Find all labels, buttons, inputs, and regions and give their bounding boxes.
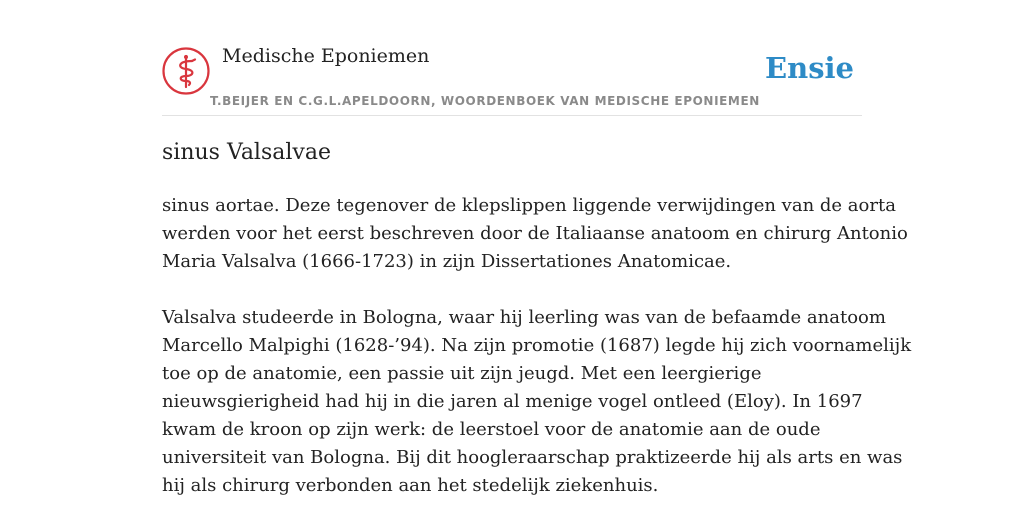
text-line: hij als chirurg verbonden aan het stedelijk ziekenhuis.: [162, 475, 659, 496]
caduceus-icon[interactable]: [162, 47, 210, 95]
brand-logo[interactable]: Ensie: [765, 51, 854, 85]
entry-title: sinus Valsalvae: [162, 140, 331, 165]
text-line: werden voor het eerst beschreven door de Italiaanse anatoom en chirurg Antonio: [162, 223, 908, 244]
text-line: toe op de anatomie, een passie uit zijn jeugd. Met een leergierige: [162, 363, 762, 384]
text-line: universiteit van Bologna. Bij dit hoogleraarschap praktizeerde hij als arts en was: [162, 447, 903, 468]
text-line: Marcello Malpighi (1628-’94). Na zijn promotie (1687) legde hij zich voornamelijk: [162, 335, 912, 356]
text-line: kwam de kroon op zijn werk: de leerstoel voor de anatomie aan de oude: [162, 419, 821, 440]
text-line: Maria Valsalva (1666-1723) in zijn Dissertationes Anatomicae.: [162, 251, 732, 272]
source-subtitle: T.BEIJER EN C.G.L.APELDOORN, WOORDENBOEK VAN MEDISCHE EPONIEMEN: [210, 94, 760, 108]
entry-body: [162, 192, 912, 512]
text-line: nieuwsgierigheid had hij in die jaren al menige vogel ontleed (Eloy). In 1697: [162, 391, 863, 412]
text-line: sinus aortae. Deze tegenover de klepslippen liggende verwijdingen van de aorta: [162, 195, 896, 216]
site-title[interactable]: Medische Eponiemen: [222, 45, 430, 67]
paragraph: [162, 192, 908, 276]
paragraph: [162, 304, 912, 500]
header-divider: [162, 115, 862, 116]
text-line: Valsalva studeerde in Bologna, waar hij leerling was van de befaamde anatoom: [162, 307, 886, 328]
